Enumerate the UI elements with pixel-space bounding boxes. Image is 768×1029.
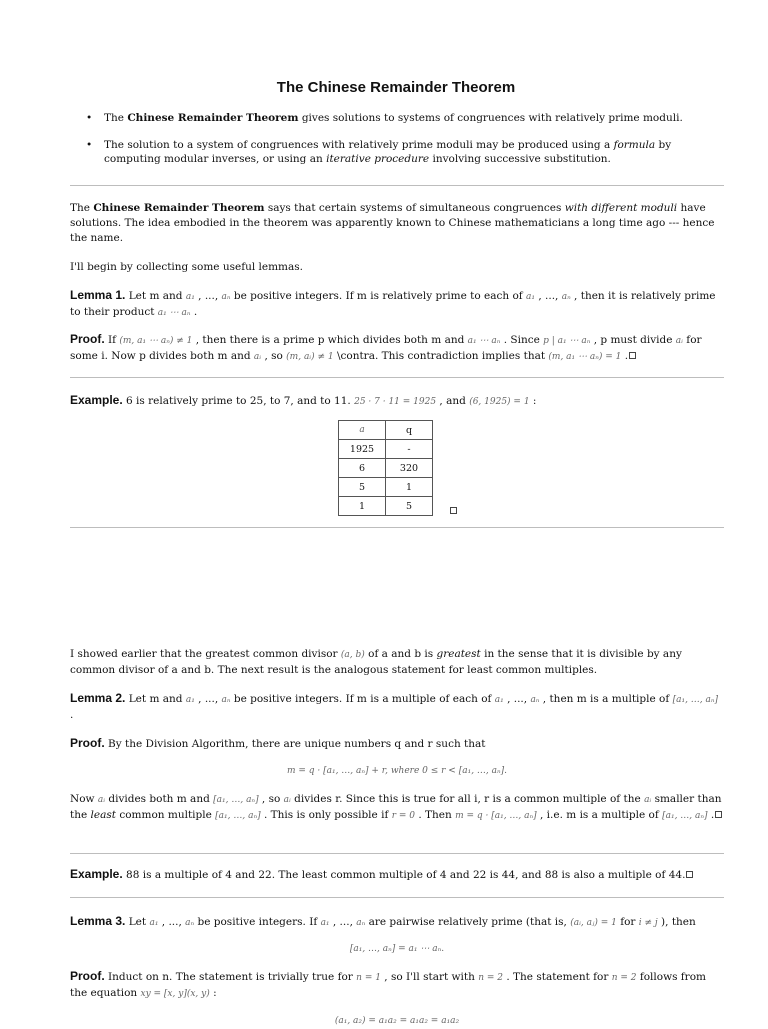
text: follows from the equation [70,971,706,999]
table-row [339,440,433,459]
text: Now [70,793,98,805]
summary-list [86,111,726,179]
table-cell: 1925 [339,440,386,459]
text: divides r. Since this is true for all i, r is a common multiple of the [290,793,645,805]
text: , ..., [503,693,531,705]
math: n = 2 [478,973,504,983]
proof-label: Proof. [70,736,105,750]
math: aₙ [530,695,540,705]
text: , so [258,793,284,805]
text: Let m and [125,290,186,302]
text: , i.e. m is a multiple of [536,809,663,821]
math: (m, a₁ ⋯ aₙ) ≠ 1 [119,336,193,346]
proof-2-intro [70,736,724,752]
text: : [529,395,537,407]
lemma-2 [70,691,724,723]
math: (6, 1925) = 1 [469,397,530,407]
qed-icon [686,871,693,878]
term: Chinese Remainder Theorem [127,112,299,124]
text: says that certain systems of simultaneous congruences [264,202,565,214]
math: (m, a₁ ⋯ aₙ) = 1 [548,352,622,362]
list-item [86,111,726,125]
divider [70,185,724,186]
qed-icon [715,811,722,818]
example-1 [70,393,724,410]
lemma-label: Lemma 1. [70,288,126,302]
divider [70,853,724,854]
example-label: Example. [70,867,123,881]
math: a₁ [526,292,535,302]
math: n = 2 [611,973,637,983]
text: , then it is relatively prime to their product [70,290,716,318]
text: 88 is a multiple of 4 and 22. The least common multiple of 4 and 22 is 44, and 88 is also a multiple of 44. [122,869,686,881]
text: , so [261,350,287,362]
text: Induct on n. The statement is trivially true for [104,971,357,983]
text: The [70,202,94,214]
math: i ≠ j [638,918,658,928]
text: . [707,809,715,821]
text: be positive integers. If [194,916,321,928]
math: a₁ [494,695,504,705]
math: aᵢ [644,795,652,805]
euclid-table [338,420,433,516]
math: a₁ [149,918,159,928]
math: aₙ [356,918,366,928]
text: be positive integers. If m is a multiple of each of [230,693,495,705]
math: aᵢ [283,795,291,805]
math: [a₁, …, aₙ] [662,811,708,821]
text: for [616,916,639,928]
text: , ..., [158,916,186,928]
column-header: a [339,421,386,440]
table-cell: 1 [386,478,433,497]
math: (m, aᵢ) ≠ 1 [286,352,334,362]
lemma-label: Lemma 2. [70,691,126,705]
math: [a₁, …, aₙ] [672,695,719,705]
text: . [190,306,198,318]
text: , ..., [329,916,357,928]
table-cell: - [386,440,433,459]
text: have solutions. The idea embodied in the theorem was apparently known to Chinese mathematicians a long time ago --- hence the name. [70,202,715,244]
intro-paragraph [70,201,724,246]
math: aᵢ [675,336,683,346]
text: \contra. This contradiction implies that [333,350,549,362]
math: (a, b) [340,650,365,660]
table-row [339,478,433,497]
text: Let [125,916,150,928]
math: a₁ [320,918,330,928]
text: for some i. Now p divides both m and [70,334,702,362]
page-title: The Chinese Remainder Theorem [276,79,516,96]
text: : [209,987,217,999]
math: aₙ [185,918,195,928]
text: ), then [657,916,696,928]
partial-equation: (a₁, a₂) = a₁a₂ = a₁a₂ = a₁a₂ [334,1016,460,1026]
text: , then there is a prime p which divides both m and [192,334,468,346]
text: , then m is a multiple of [539,693,673,705]
text: by computing modular inverses, or using an [104,139,672,165]
text: , and [436,395,470,407]
math: aᵢ [97,795,106,805]
emphasis: with different moduli [564,202,678,214]
emphasis: iterative procedure [326,153,430,165]
table-cell: 5 [386,497,433,516]
text: divides both m and [105,793,214,805]
math: n = 1 [356,973,381,983]
list-item [86,138,726,166]
text: . [621,350,629,362]
emphasis: least [90,809,116,821]
text: of a and b is [364,648,437,660]
text: . [70,709,74,721]
division-equation: m = q · [a₁, …, aₙ] + r, where 0 ≤ r < [a₁, …, aₙ]. [286,766,508,776]
lemma-label: Lemma 3. [70,914,126,928]
table-row [339,459,433,478]
text: in the sense that it is divisible by any common divisor of a and b. The next result is the analogous statement for least common multiples. [70,648,682,676]
math: [a₁, …, aₙ] [215,811,261,821]
text: , ..., [194,290,222,302]
divider [70,897,724,898]
table-header-row [339,421,433,440]
text: If [104,334,120,346]
math: aₙ [561,292,571,302]
text: common multiple [116,809,216,821]
lcm-equation: [a₁, …, aₙ] = a₁ ⋯ aₙ. [349,944,445,954]
math: m = q · [a₁, …, aₙ] [455,811,537,821]
divider [70,527,724,528]
text: . Then [414,809,456,821]
emphasis: greatest [436,648,481,660]
lemma-1 [70,288,724,321]
text: The [104,112,128,124]
table-cell: 5 [339,478,386,497]
math: a₁ [185,695,195,705]
text: smaller than the [70,793,722,821]
text: gives solutions to systems of congruences with relatively prime moduli. [298,112,683,124]
table-row [339,497,433,516]
text: are pairwise relatively prime (that is, [365,916,571,928]
example-2 [70,867,724,883]
proof-1 [70,332,724,365]
proof-2-body [70,792,724,824]
lemma-3 [70,914,724,931]
proof-label: Proof. [70,332,105,346]
text: Let m and [125,693,186,705]
math: a₁ ⋯ aₙ [157,308,191,318]
math: xy = [x, y](x, y) [140,989,210,999]
text: be positive integers. If m is relatively prime to each of [230,290,527,302]
emphasis: formula [613,139,656,151]
math: a₁ ⋯ aₙ [467,336,501,346]
divider [70,377,724,378]
table-cell: 6 [339,459,386,478]
text: By the Division Algorithm, there are unique numbers q and r such that [104,738,486,750]
qed-icon [629,352,636,359]
text: . The statement for [503,971,612,983]
math: p | a₁ ⋯ aₙ [543,336,591,346]
math: 25 · 7 · 11 = 1925 [354,397,437,407]
math: aₙ [221,695,231,705]
proof-3 [70,969,724,1002]
text: . Since [500,334,544,346]
text: , ..., [535,290,562,302]
text: , so I'll start with [380,971,479,983]
text: I showed earlier that the greatest common divisor [70,648,341,660]
table-cell: 320 [386,459,433,478]
qed-icon [450,507,457,514]
text: , p must divide [590,334,676,346]
math: [a₁, …, aₙ] [213,795,259,805]
text: involving successive substitution. [429,153,611,165]
lemmas-intro: I'll begin by collecting some useful lemmas. [70,261,304,273]
text: The solution to a system of congruences with relatively prime moduli may be produced using a [104,139,614,151]
column-header: q [386,421,433,440]
math: r = 0 [391,811,415,821]
text: , ..., [194,693,222,705]
table-cell: 1 [339,497,386,516]
text: . This is only possible if [260,809,392,821]
text: 6 is relatively prime to 25, to 7, and to 11. [122,395,355,407]
proof-label: Proof. [70,969,105,983]
math: aₙ [221,292,231,302]
gcd-paragraph [70,647,724,678]
math: a₁ [185,292,195,302]
example-label: Example. [70,393,123,407]
term: Chinese Remainder Theorem [93,202,265,214]
math: (aᵢ, aⱼ) = 1 [570,918,617,928]
math: aᵢ [253,352,262,362]
